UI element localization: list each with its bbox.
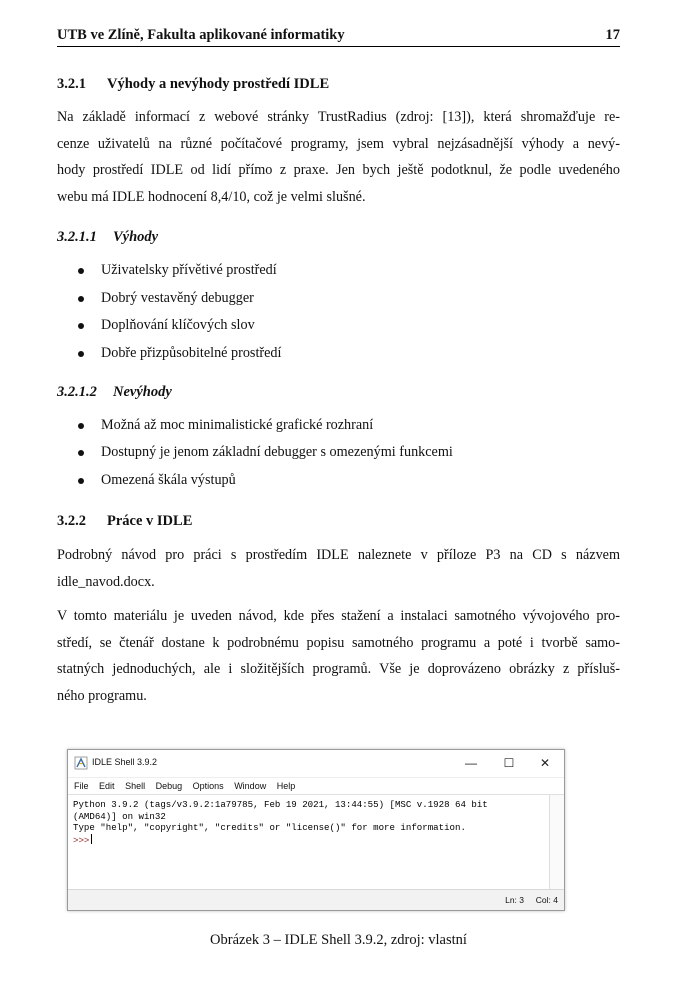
advantages-list: [57, 257, 620, 367]
bullet-icon: [78, 450, 84, 456]
status-column: Col: 4: [535, 895, 558, 905]
page-content: [57, 76, 620, 710]
menu-options[interactable]: Options: [192, 781, 224, 791]
window-title: IDLE Shell 3.9.2: [92, 757, 158, 767]
menu-help[interactable]: Help: [276, 781, 296, 791]
heading-3-2-2: [57, 513, 620, 530]
status-bar: [68, 889, 564, 910]
heading-text: Práce v IDLE: [107, 513, 193, 530]
menu-shell[interactable]: Shell: [125, 781, 146, 791]
menu-debug[interactable]: Debug: [155, 781, 183, 791]
heading-text: Výhody: [113, 229, 159, 246]
list-item: [57, 285, 620, 312]
menu-bar: [68, 778, 564, 794]
shell-prompt: >>>: [73, 834, 90, 846]
menu-edit[interactable]: Edit: [99, 781, 115, 791]
header-title: UTB ve Zlíně, Fakulta aplikované informatiky: [57, 27, 345, 43]
heading-number: 3.2.1: [57, 76, 86, 92]
heading-number: 3.2.1.1: [57, 229, 97, 246]
heading-3-2-1: [57, 76, 620, 93]
text-cursor: [91, 834, 92, 844]
shell-output-line: (AMD64)] on win32: [73, 810, 166, 822]
bullet-icon: [78, 478, 84, 484]
paragraph-material: [57, 603, 620, 709]
figure-caption: Obrázek 3 – IDLE Shell 3.9.2, zdroj: vlastní: [210, 932, 467, 948]
idle-app-icon: [74, 756, 88, 770]
list-item: [57, 312, 620, 339]
list-item: [57, 412, 620, 439]
page-number: 17: [605, 27, 620, 43]
running-header: [57, 26, 620, 47]
text-line: V tomto materiálu je uveden návod, kde přes stažení a instalaci samotného vývojového pro-: [57, 608, 620, 625]
list-item-text: Omezená škála výstupů: [101, 471, 236, 488]
text-line: středí, se čtenář dostane k podrobnému popisu samotného programu a poté i tvorbě samo-: [57, 634, 620, 651]
list-item: [57, 467, 620, 494]
vertical-scrollbar[interactable]: [549, 795, 564, 892]
menu-window[interactable]: Window: [234, 781, 267, 791]
disadvantages-list: [57, 412, 620, 494]
text-line: statných jednoduchých, ale i složitějších programů. Vše je doprovázeno obrázky z přísluš-: [57, 661, 620, 678]
bullet-icon: [78, 268, 84, 274]
list-item-text: Možná až moc minimalistické grafické rozhraní: [101, 416, 374, 433]
bullet-icon: [78, 423, 84, 429]
heading-text: Výhody a nevýhody prostředí IDLE: [107, 76, 330, 92]
list-item-text: Dobrý vestavěný debugger: [101, 289, 254, 306]
shell-output-line: Type "help", "copyright", "credits" or "license()" for more information.: [73, 822, 466, 834]
text-line: Podrobný návod pro práci s prostředím IDLE naleznete v příloze P3 na CD s názvem: [57, 547, 620, 564]
list-item-text: Doplňování klíčových slov: [101, 317, 255, 334]
maximize-icon[interactable]: ☐: [503, 756, 515, 770]
bullet-icon: [78, 296, 84, 302]
text-line: ného programu.: [57, 688, 147, 705]
heading-number: 3.2.2: [57, 513, 86, 530]
bullet-icon: [78, 323, 84, 329]
list-item: [57, 439, 620, 466]
paragraph-intro: [57, 104, 620, 210]
list-item-text: Dobře přizpůsobitelné prostředí: [101, 344, 282, 361]
list-item: [57, 257, 620, 284]
shell-text-area[interactable]: [68, 794, 564, 892]
list-item-text: Dostupný je jenom základní debugger s omezenými funkcemi: [101, 444, 453, 461]
status-line: Ln: 3: [505, 895, 524, 905]
menu-file[interactable]: File: [74, 781, 89, 791]
heading-number: 3.2.1.2: [57, 383, 97, 400]
text-line: Na základě informací z webové stránky TrustRadius (zdroj: [13]), která shromažďuje re-: [57, 109, 620, 125]
close-icon[interactable]: ✕: [539, 756, 551, 770]
heading-3-2-1-2: [57, 384, 620, 401]
list-item: [57, 340, 620, 367]
list-item-text: Uživatelsky přívětivé prostředí: [101, 262, 277, 279]
paragraph-guide: [57, 542, 620, 595]
heading-text: Nevýhody: [113, 383, 172, 400]
heading-3-2-1-1: [57, 229, 620, 246]
text-line: webu má IDLE hodnocení 8,4/10, což je velmi slušné.: [57, 188, 366, 205]
bullet-icon: [78, 351, 84, 357]
idle-shell-window: [67, 749, 565, 911]
shell-output-line: Python 3.9.2 (tags/v3.9.2:1a79785, Feb 19 2021, 13:44:55) [MSC v.1928 64 bit: [73, 799, 488, 810]
window-titlebar: [68, 750, 564, 778]
text-line: cenze uživatelů na různé počítačové programy, jsem vybral nejzásadnější výhody a nevý-: [57, 135, 620, 152]
text-line: hody prostředí IDLE od lidí přímo z praxe. Jen bych ještě podotknul, že podle uvedeného: [57, 162, 620, 179]
text-line: idle_navod.docx.: [57, 573, 155, 590]
minimize-icon[interactable]: —: [465, 756, 477, 770]
